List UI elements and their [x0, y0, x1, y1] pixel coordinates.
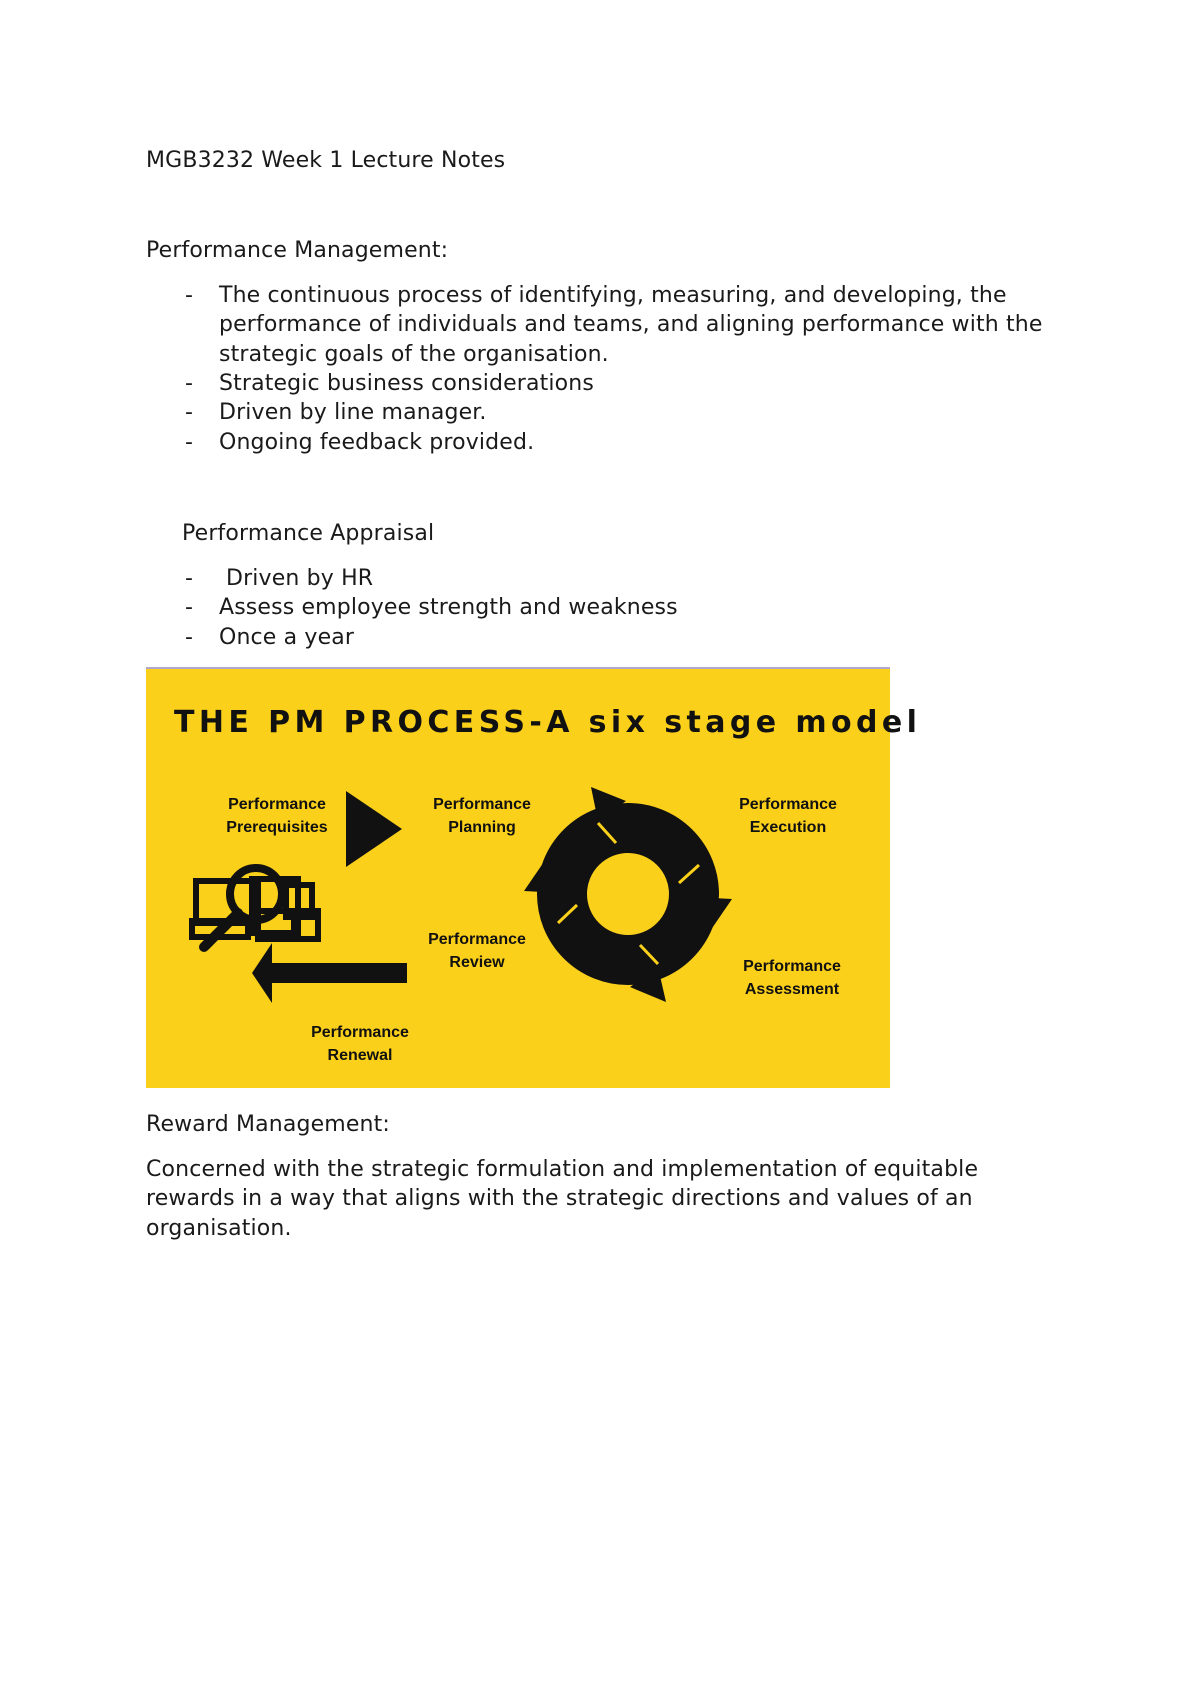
performance-appraisal-heading: Performance Appraisal — [182, 521, 435, 546]
cycle-arrows-icon — [524, 787, 732, 1002]
pm-process-figure — [146, 667, 922, 1088]
performance-management-heading: Performance Management: — [146, 238, 449, 263]
bullet-dash: - — [185, 400, 193, 425]
list-item-line: The continuous process of identifying, measuring, and developing, the — [219, 283, 1007, 308]
stage-planning — [416, 793, 548, 839]
bullet-dash: - — [185, 430, 193, 455]
stage-assessment — [726, 955, 858, 1001]
bullet-dash: - — [185, 625, 193, 650]
bullet-dash: - — [185, 283, 193, 308]
list-item: Driven by HR — [226, 566, 374, 591]
paragraph-line: organisation. — [146, 1216, 292, 1241]
paragraph-line: rewards in a way that aligns with the strategic directions and values of an — [146, 1186, 973, 1211]
stage-label: Performance — [228, 796, 326, 813]
stage-label: Performance — [739, 796, 837, 813]
list-item: Once a year — [219, 625, 355, 650]
stage-label: Renewal — [327, 1047, 393, 1064]
bullet-dash: - — [185, 595, 193, 620]
list-item: Driven by line manager. — [219, 400, 487, 425]
stage-label: Execution — [749, 819, 827, 836]
stage-execution — [722, 793, 854, 839]
list-item: Ongoing feedback provided. — [219, 430, 535, 455]
list-item-line: strategic goals of the organisation. — [219, 342, 609, 367]
list-item-line: performance of individuals and teams, and aligning performance with the — [219, 312, 1043, 337]
document-title: MGB3232 Week 1 Lecture Notes — [146, 148, 506, 173]
stage-label: Performance — [743, 958, 841, 975]
list-item: Assess employee strength and weakness — [219, 595, 678, 620]
figure-title: THE PM PROCESS-A six stage model — [174, 705, 922, 740]
stage-prerequisites — [206, 793, 348, 839]
stage-label: Prerequisites — [226, 819, 328, 836]
stage-label: Planning — [448, 819, 516, 836]
paragraph-line: Concerned with the strategic formulation and implementation of equitable — [146, 1157, 979, 1182]
stage-label: Assessment — [744, 981, 840, 998]
bullet-dash: - — [185, 371, 193, 396]
bullet-dash: - — [185, 566, 193, 591]
stage-label: Performance — [433, 796, 531, 813]
magnifier-boxes-icon — [192, 868, 318, 947]
reward-management-heading: Reward Management: — [146, 1112, 390, 1137]
stage-label: Review — [449, 954, 505, 971]
stage-label: Performance — [428, 931, 526, 948]
list-item: Strategic business considerations — [219, 371, 594, 396]
stage-label: Performance — [311, 1024, 409, 1041]
stage-review — [411, 928, 543, 974]
play-triangle-icon — [346, 791, 402, 867]
stage-renewal — [294, 1021, 426, 1067]
left-arrow-icon — [252, 943, 407, 1003]
